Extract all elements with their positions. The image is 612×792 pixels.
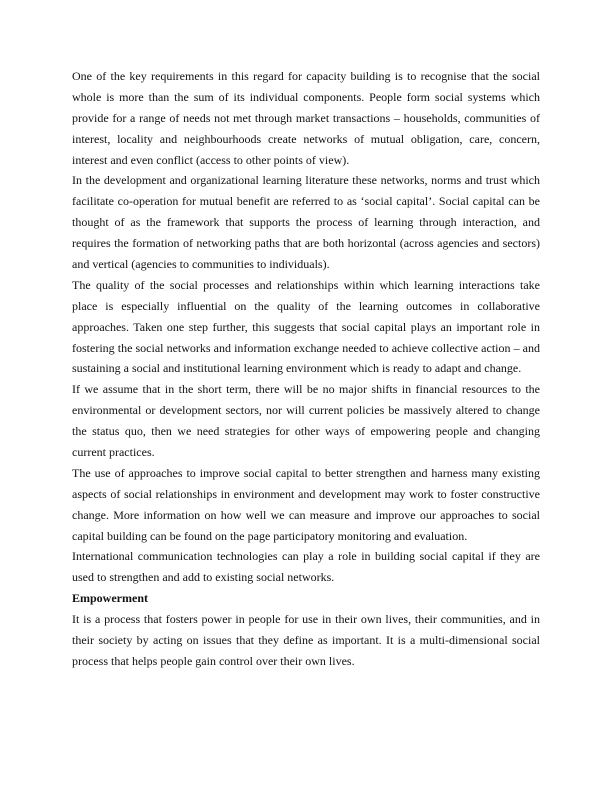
- paragraph: [72, 609, 540, 672]
- text-line: their society by acting on issues that they define as important. It is a multi-dimensional social: [72, 633, 540, 648]
- paragraph: [72, 275, 540, 379]
- paragraph: [72, 379, 540, 463]
- text-line: sustaining a social and institutional learning environment which is ready to adapt and change.: [72, 361, 522, 376]
- text-line: provide for a range of needs not met through market transactions – households, communities of: [72, 110, 540, 125]
- text-line: used to strengthen and add to existing social networks.: [72, 570, 335, 585]
- section-heading: Empowerment: [72, 591, 148, 606]
- text-line: If we assume that in the short term, there will be no major shifts in financial resources to the: [72, 382, 540, 397]
- text-line: change. More information on how well we can measure and improve our approaches to social: [72, 507, 540, 522]
- body-text: [72, 66, 540, 588]
- text-line: aspects of social relationships in environment and development may work to foster constructive: [72, 486, 540, 501]
- text-line: It is a process that fosters power in people for use in their own lives, their communities, and in: [72, 612, 540, 627]
- text-line: One of the key requirements in this regard for capacity building is to recognise that the social: [72, 69, 540, 83]
- text-line: whole is more than the sum of its individual components. People form social systems which: [72, 89, 540, 104]
- paragraph: [72, 463, 540, 547]
- text-line: requires the formation of networking paths that are both horizontal (across agencies and sectors): [72, 236, 540, 251]
- text-line: environmental or development sectors, nor will current policies be massively altered to change: [72, 403, 540, 418]
- text-line: thought of as the framework that supports the process of learning through interaction, and: [72, 215, 540, 230]
- text-line: International communication technologies can play a role in building social capital if they are: [72, 549, 540, 564]
- document-page: [72, 66, 540, 672]
- text-line: In the development and organizational learning literature these networks, norms and trust which: [72, 173, 540, 188]
- text-line: interest, locality and neighbourhoods create networks of mutual obligation, care, concern,: [72, 131, 540, 146]
- text-line: capital building can be found on the page participatory monitoring and evaluation.: [72, 528, 468, 543]
- text-line: facilitate co-operation for mutual benefit are referred to as ‘social capital’. Social capital can be: [72, 194, 540, 209]
- paragraph: [72, 546, 540, 588]
- text-line: fostering the social networks and information exchange needed to achieve collective action – and: [72, 340, 540, 355]
- text-line: The use of approaches to improve social capital to better strengthen and harness many existing: [72, 465, 540, 480]
- text-line: The quality of the social processes and relationships within which learning interactions take: [72, 277, 540, 292]
- text-line: the status quo, then we need strategies for other ways of empowering people and changing: [72, 424, 540, 439]
- text-line: place is especially influential on the quality of the learning outcomes in collaborative: [72, 298, 540, 313]
- empowerment-paragraph: [72, 609, 540, 672]
- paragraph: [72, 66, 540, 170]
- text-line: approaches. Taken one step further, this suggests that social capital plays an important role in: [72, 319, 540, 334]
- text-line: and vertical (agencies to communities to individuals).: [72, 257, 330, 272]
- text-line: process that helps people gain control over their own lives.: [72, 653, 355, 668]
- paragraph: [72, 170, 540, 274]
- text-line: current practices.: [72, 445, 155, 460]
- text-line: interest and even conflict (access to other points of view).: [72, 152, 350, 167]
